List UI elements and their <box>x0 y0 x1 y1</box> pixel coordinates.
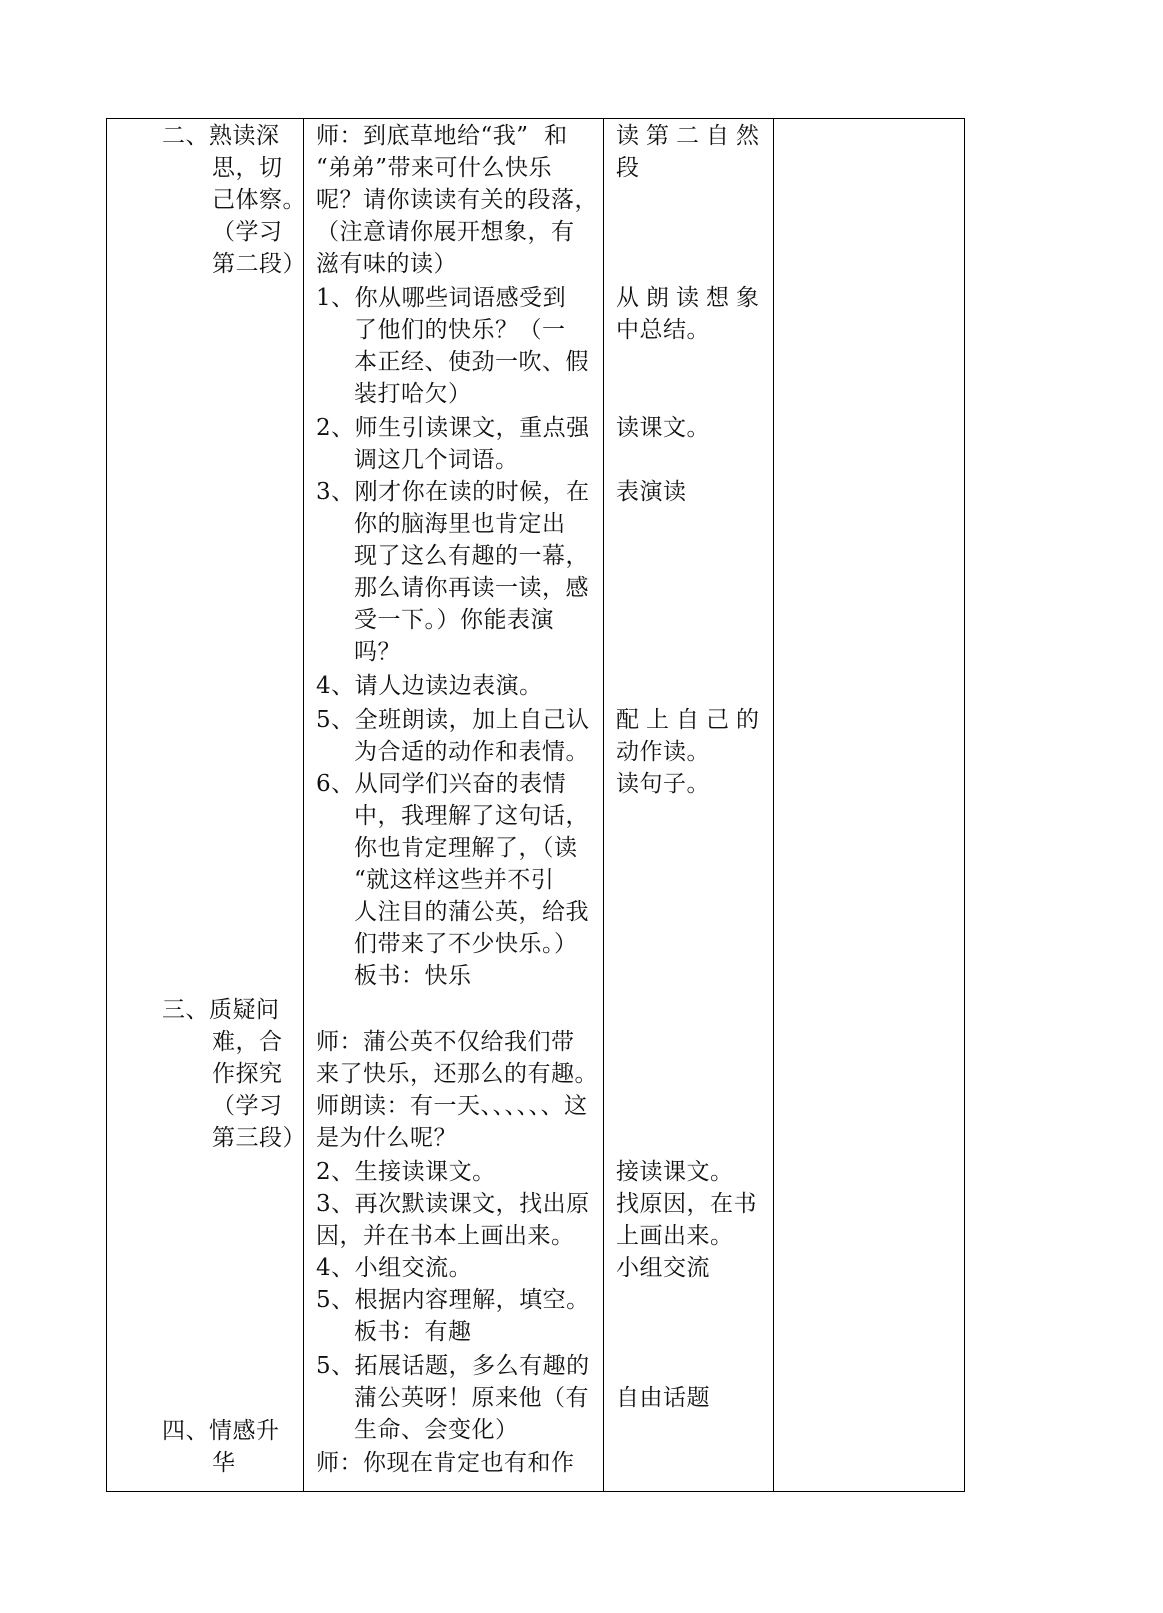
student-text: 找原因，在书 <box>616 1191 757 1217</box>
teacher-text: 你的脑海里也肯定出 <box>354 511 566 537</box>
teacher-text: 吗？ <box>354 639 401 665</box>
stage-text: 第三段） <box>212 1125 306 1151</box>
teacher-text: 了他们的快乐？（一 <box>354 317 566 343</box>
stage-text: 己体察。 <box>212 187 306 213</box>
teacher-text: 现了这么有趣的一幕， <box>354 543 589 569</box>
column-divider <box>773 118 774 1492</box>
student-text: 中总结。 <box>616 317 710 343</box>
student-text: 上画出来。 <box>616 1223 734 1249</box>
student-text: 接读课文。 <box>616 1159 734 1185</box>
teacher-text: 4、请人边读边表演。 <box>316 673 543 699</box>
teacher-text: 是为什么呢？ <box>316 1125 457 1151</box>
teacher-text: 那么请你再读一读，感 <box>354 575 589 601</box>
teacher-text: 你也肯定理解了，（读 <box>354 835 578 861</box>
teacher-text: 装打哈欠） <box>354 381 472 407</box>
stage-text: 难，合 <box>212 1029 283 1055</box>
stage-text: 思，切 <box>212 155 283 181</box>
teacher-text: 受一下。）你能表演 <box>354 607 554 633</box>
student-text: 段 <box>616 155 640 181</box>
teacher-text: 们带来了不少快乐。） <box>354 931 578 957</box>
teacher-text: 师：你现在肯定也有和作 <box>316 1450 575 1476</box>
teacher-text: 因，并在书本上画出来。 <box>316 1223 575 1249</box>
teacher-text: 呢？请你读读有关的段落， <box>316 187 598 213</box>
stage-text: 三、质疑问 <box>162 997 280 1023</box>
teacher-text: 生命、会变化） <box>354 1417 519 1443</box>
stage-text: 四、情感升 <box>162 1418 280 1444</box>
teacher-text: 蒲公英呀！原来他（有 <box>354 1385 589 1411</box>
teacher-text: “弟弟”带来可什么快乐 <box>316 155 553 181</box>
column-divider <box>303 118 304 1492</box>
board-note: 板书：有趣 <box>354 1319 472 1345</box>
teacher-text: 5、根据内容理解，填空。 <box>316 1287 590 1313</box>
teacher-text: 5、全班朗读，加上自己认 <box>316 707 590 733</box>
teacher-text: 滋有味的读） <box>316 251 457 277</box>
student-text: 配上自己的 <box>616 707 766 733</box>
student-text: 读课文。 <box>616 415 710 441</box>
teacher-text: 3、刚才你在读的时候，在 <box>316 479 590 505</box>
stage-text: （学习 <box>212 219 283 245</box>
teacher-text: 2、生接读课文。 <box>316 1159 496 1185</box>
teacher-text: 调这几个词语。 <box>354 447 519 473</box>
teacher-text: 2、师生引读课文，重点强 <box>316 415 590 441</box>
teacher-text: 6、从同学们兴奋的表情 <box>316 771 567 797</box>
student-text: 表演读 <box>616 479 687 505</box>
stage-text: （学习 <box>212 1093 283 1119</box>
teacher-text: （注意请你展开想象，有 <box>316 219 575 245</box>
student-text: 自由话题 <box>616 1385 710 1411</box>
stage-text: 华 <box>212 1450 236 1476</box>
teacher-text: “就这样这些并不引 <box>354 867 555 893</box>
column-divider <box>603 118 604 1492</box>
student-text: 从朗读想象 <box>616 285 766 311</box>
teacher-text: 1、你从哪些词语感受到 <box>316 285 567 311</box>
student-text: 小组交流 <box>616 1255 710 1281</box>
teacher-text: 5、拓展话题，多么有趣的 <box>316 1353 590 1379</box>
stage-text: 第二段） <box>212 251 306 277</box>
stage-text: 作探究 <box>212 1061 283 1087</box>
student-text: 动作读。 <box>616 739 710 765</box>
teacher-text: 师朗读：有一天、、、、、、这 <box>316 1093 588 1119</box>
teacher-text: 来了快乐，还那么的有趣。 <box>316 1061 598 1087</box>
board-note: 板书：快乐 <box>354 963 472 989</box>
teacher-text: 本正经、使劲一吹、假 <box>354 349 589 375</box>
student-text: 读句子。 <box>616 771 710 797</box>
teacher-text: 为合适的动作和表情。 <box>354 739 589 765</box>
teacher-text: 师：蒲公英不仅给我们带 <box>316 1029 575 1055</box>
teacher-text: 3、再次默读课文，找出原 <box>316 1191 590 1217</box>
teacher-text: 中，我理解了这句话， <box>354 803 589 829</box>
stage-text: 二、熟读深 <box>162 123 280 149</box>
teacher-text: 人注目的蒲公英，给我 <box>354 899 589 925</box>
teacher-text: 师：到底草地给“我” 和 <box>316 123 568 149</box>
student-text: 读第二自然 <box>616 123 766 149</box>
teacher-text: 4、小组交流。 <box>316 1255 473 1281</box>
